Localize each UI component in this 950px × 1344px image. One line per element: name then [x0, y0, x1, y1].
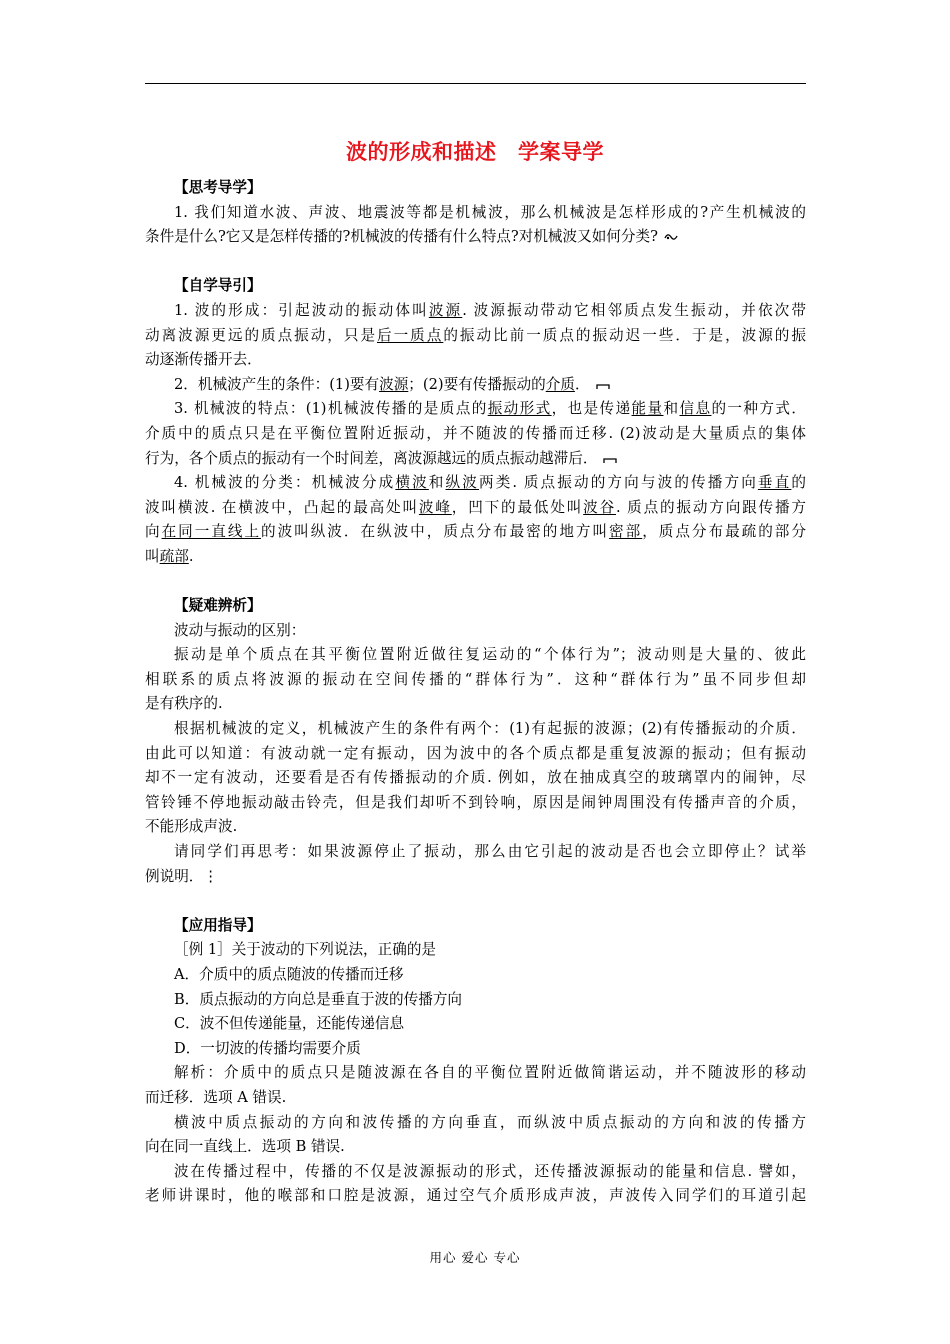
- header-rule: [145, 83, 806, 84]
- paragraph-line: 1. 我们知道水波、声波、地震波等都是机械波，那么机械波是怎样形成的?产生机械波的: [174, 203, 806, 221]
- option-d: D．一切波的传播均需要介质: [174, 1039, 361, 1057]
- paragraph-line: 相联系的质点将波源的振动在空间传播的“群体行为”．这种“群体行为”虽不同步但却: [145, 670, 806, 688]
- paragraph-line: 波动与振动的区别：: [174, 621, 306, 639]
- bracket-mark-icon: [596, 380, 610, 390]
- paragraph-line: 条件是什么?它又是怎样传播的?机械波的传播有什么特点?对机械波又如何分类?: [145, 225, 806, 250]
- answer-blank: 后一质点: [377, 326, 444, 344]
- paragraph-line: 振动是单个质点在其平衡位置附近做往复运动的“个体行为”；波动则是大量的、彼此: [174, 646, 806, 664]
- example-question: ［例 1］关于波动的下列说法，正确的是: [174, 941, 437, 959]
- answer-blank: 在同一直线上: [161, 523, 262, 541]
- paragraph-line: 请同学们再思考：如果波源停止了振动，那么由它引起的波动是否也会立即停止？试举: [174, 843, 806, 861]
- page-footer: 用心 爱心 专心: [429, 1250, 521, 1265]
- paragraph-line: 老师讲课时，他的喉部和口腔是波源，通过空气介质形成声波，声波传入同学们的耳道引起: [145, 1187, 806, 1205]
- paragraph-line: 是有秩序的.: [145, 695, 223, 713]
- document-body: [145, 176, 806, 1209]
- answer-blank: 横波: [395, 474, 429, 492]
- paragraph-line: 向在同一直线上的波叫纵波．在纵波中，质点分布最密的地方叫密部，质点分布最疏的部分: [145, 523, 806, 541]
- paragraph-line: 4. 机械波的分类：机械波分成横波和纵波两类. 质点振动的方向与波的传播方向垂直的: [174, 474, 806, 492]
- option-c: C．波不但传递能量，还能传递信息: [174, 1015, 405, 1033]
- answer-blank: 密部: [609, 523, 643, 541]
- answer-blank: 波谷: [583, 498, 617, 516]
- answer-blank: 波源: [428, 301, 463, 319]
- section-heading-difficulties: 【疑难辨析】: [174, 597, 262, 615]
- paragraph-line: 不能形成声波.: [145, 818, 238, 836]
- answer-blank: 纵波: [445, 474, 479, 492]
- answer-blank: 垂直: [757, 474, 792, 492]
- answer-blank: 波峰: [418, 498, 452, 516]
- answer-blank: 振动形式: [487, 400, 552, 418]
- paragraph-line: 而迁移．选项 A 错误.: [145, 1088, 287, 1106]
- answer-blank: 介质: [545, 375, 575, 393]
- paragraph-line: 1. 波的形成：引起波动的振动体叫波源. 波源振动带动它相邻质点发生振动，并依次带: [174, 301, 806, 319]
- answer-blank: 波源: [379, 375, 409, 393]
- paragraph-line: 3. 机械波的特点：(1)机械波传播的是质点的振动形式，也是传递能量和信息的一种方式．: [174, 400, 806, 418]
- paragraph-line: 波叫横波. 在横波中，凸起的最高处叫波峰，凹下的最低处叫波谷. 质点的振动方向跟传播方: [145, 498, 806, 516]
- answer-blank: 信息: [679, 400, 712, 418]
- paragraph-line: 根据机械波的定义，机械波产生的条件有两个：(1)有起振的波源；(2)有传播振动的介质．: [174, 720, 806, 738]
- paragraph-line: 波在传播过程中，传播的不仅是波源振动的形式，还传播波源振动的能量和信息. 譬如，: [174, 1162, 806, 1180]
- answer-blank: 能量: [631, 400, 664, 418]
- paragraph-line: 例说明．⋮: [145, 867, 218, 885]
- paragraph-line: 却不一定有波动，还要看是否有传播振动的介质. 例如，放在抽成真空的玻璃罩内的闹钟，尽: [145, 769, 806, 787]
- section-heading-self-study: 【自学导引】: [174, 277, 262, 295]
- paragraph-line: 由此可以知道：有波动就一定有振动，因为波中的各个质点都是重复波源的振动；但有振动: [145, 744, 806, 762]
- bracket-mark-icon: [603, 454, 617, 464]
- paragraph-line: 横波中质点振动的方向和波传播的方向垂直，而纵波中质点振动的方向和波的传播方: [174, 1113, 806, 1131]
- paragraph-line: 管铃锤不停地振动敲击铃壳，但是我们却听不到铃响，原因是闹钟周围没有传播声音的介质，: [145, 793, 806, 811]
- option-b: B．质点振动的方向总是垂直于波的传播方向: [174, 990, 463, 1008]
- section-heading-thinking: 【思考导学】: [174, 179, 262, 196]
- page-title: 波的形成和描述 学案导学: [346, 140, 604, 164]
- paragraph-line: 动离波源更远的质点振动，只是后一质点的振动比前一质点的振动迟一些．于是，波源的振: [145, 326, 806, 344]
- paragraph-line: 行为，各个质点的振动有一个时间差，离波源越远的质点振动越滞后．: [145, 447, 806, 472]
- paragraph-line: 叫疏部.: [145, 547, 194, 565]
- answer-blank: 疏部: [159, 547, 189, 565]
- paragraph-line: 2．机械波产生的条件：(1)要有波源；(2)要有传播振动的介质．: [145, 373, 806, 398]
- paragraph-line: 动逐渐传播开去．: [145, 351, 262, 369]
- section-heading-application: 【应用指导】: [174, 916, 262, 934]
- paragraph-line: 解析：介质中的质点只是随波源在各自的平衡位置附近做简谐运动，并不随波形的移动: [174, 1064, 806, 1082]
- option-a: A．介质中的质点随波的传播而迁移: [174, 966, 404, 983]
- paragraph-line: 向在同一直线上．选项 B 错误.: [145, 1138, 345, 1156]
- pen-mark-icon: [664, 232, 678, 242]
- paragraph-line: 介质中的质点只是在平衡位置附近振动，并不随波的传播而迁移. (2)波动是大量质点的集体: [145, 424, 806, 442]
